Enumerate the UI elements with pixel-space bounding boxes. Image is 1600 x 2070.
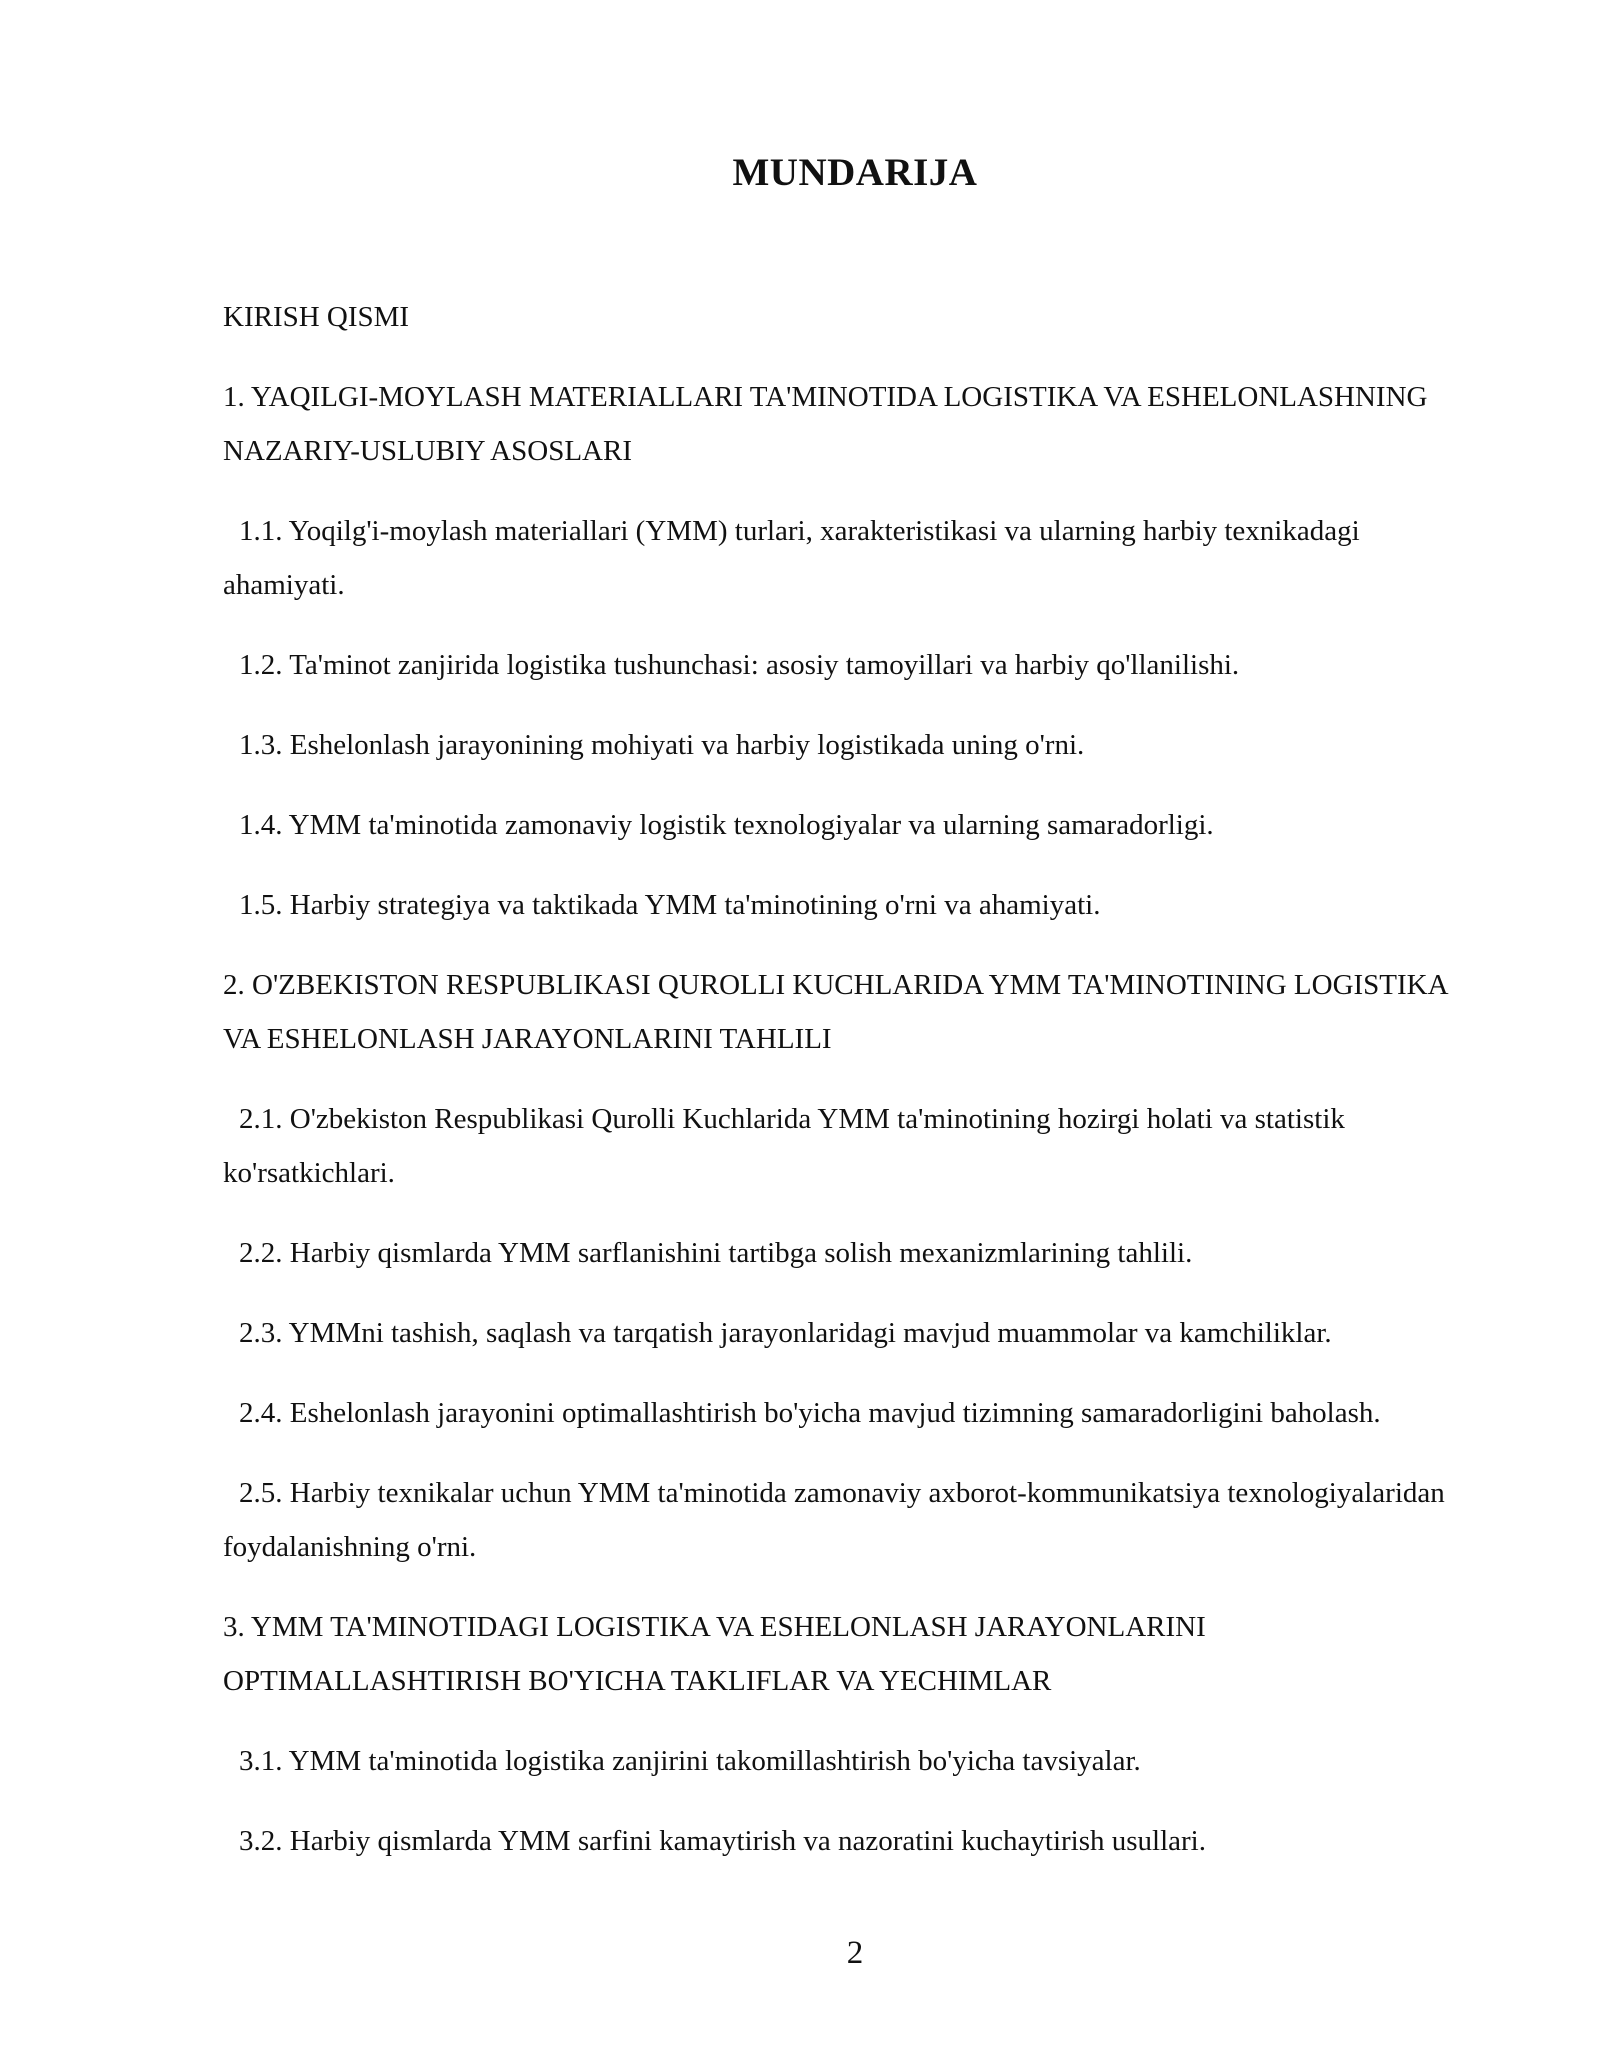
toc-item-2-3: 2.3. YMMni tashish, saqlash va tarqatish jarayonlaridagi mavjud muammolar va kamchiliklar. — [239, 1317, 1332, 1349]
toc-item-1-5: 1.5. Harbiy strategiya va taktikada YMM ta'minotining o'rni va ahamiyati. — [239, 889, 1101, 921]
toc-item-1-1: 1.1. Yoqilg'i-moylash materiallari (YMM) turlari, xarakteristikasi va ularning harbiy texnikadagi ahamiyati. — [223, 515, 1360, 601]
table-of-contents — [223, 290, 1483, 1894]
toc-item-2-1: 2.1. O'zbekiston Respublikasi Qurolli Kuchlarida YMM ta'minotining hozirgi holati va statistik ko'rsatkichlari. — [223, 1103, 1345, 1189]
toc-section-3: 3. YMM TA'MINOTIDAGI LOGISTIKA VA ESHELONLASH JARAYONLARINI OPTIMALLASHTIRISH BO'YICHA TAKLIFLAR VA YECHIMLAR — [223, 1611, 1206, 1697]
toc-section-2: 2. O'ZBEKISTON RESPUBLIKASI QUROLLI KUCHLARIDA YMM TA'MINOTINING LOGISTIKA VA ESHELONLASH JARAYONLARINI TAHLILI — [223, 969, 1447, 1055]
toc-item-3-2: 3.2. Harbiy qismlarda YMM sarfini kamaytirish va nazoratini kuchaytirish usullari. — [239, 1825, 1206, 1857]
toc-item-2-2: 2.2. Harbiy qismlarda YMM sarflanishini tartibga solish mexanizmlarining tahlili. — [239, 1237, 1193, 1269]
toc-section-1: 1. YAQILGI-MOYLASH MATERIALLARI TA'MINOTIDA LOGISTIKA VA ESHELONLASHNING NAZARIY-USLUBIY ASOSLARI — [223, 381, 1428, 467]
toc-item-1-3: 1.3. Eshelonlash jarayonining mohiyati va harbiy logistikada uning o'rni. — [239, 729, 1085, 761]
page-title: MUNDARIJA — [732, 151, 978, 194]
toc-item-2-5: 2.5. Harbiy texnikalar uchun YMM ta'minotida zamonaviy axborot-kommunikatsiya texnologiyalaridan foydalanishning o'rni. — [223, 1477, 1445, 1563]
toc-item-3-1: 3.1. YMM ta'minotida logistika zanjirini takomillashtirish bo'yicha tavsiyalar. — [239, 1745, 1141, 1777]
toc-intro: KIRISH QISMI — [223, 301, 410, 333]
toc-item-1-2: 1.2. Ta'minot zanjirida logistika tushunchasi: asosiy tamoyillari va harbiy qo'llanilishi. — [239, 649, 1240, 681]
page-number: 2 — [846, 1935, 864, 1971]
toc-item-1-4: 1.4. YMM ta'minotida zamonaviy logistik texnologiyalar va ularning samaradorligi. — [239, 809, 1214, 841]
toc-item-2-4: 2.4. Eshelonlash jarayonini optimallashtirish bo'yicha mavjud tizimning samaradorligini baholash. — [239, 1397, 1381, 1429]
